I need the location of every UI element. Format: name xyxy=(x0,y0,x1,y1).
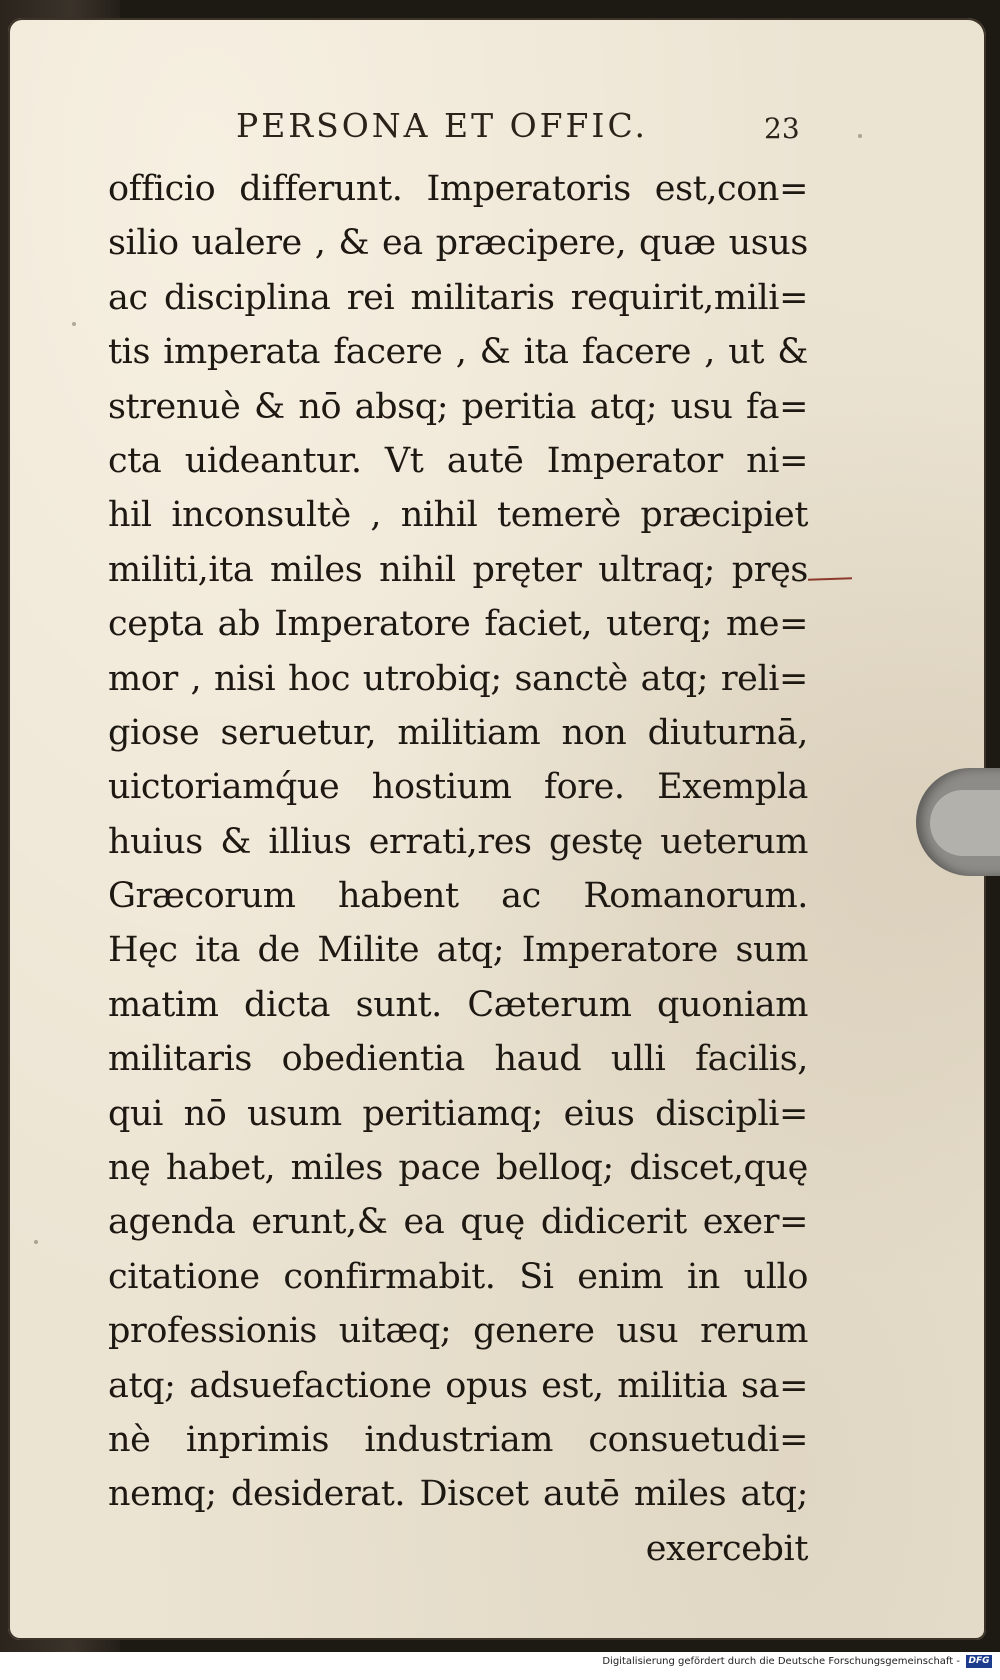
text-line: matim dicta sunt. Cæterum quoniam xyxy=(108,984,808,1025)
digitization-credit: Digitalisierung gefördert durch die Deutsche Forschungsgemeinschaft - xyxy=(602,1656,960,1667)
text-line: cepta ab Imperatore faciet, uterq; me= xyxy=(108,604,808,645)
text-line: Græcorum habent ac Romanorum. xyxy=(108,876,808,917)
paper-speck xyxy=(72,322,76,326)
text-line: silio ualere , & ea præcipere, quæ usus xyxy=(108,223,808,264)
running-head: PERSONA ET OFFIC. xyxy=(236,106,649,145)
text-line: nè inprimis industriam consuetudi= xyxy=(108,1419,808,1460)
text-line: uictoriamq́ue hostium fore. Exempla xyxy=(108,767,808,808)
body-text xyxy=(108,162,808,1576)
text-line: strenuè & nō absq; peritia atq; usu fa= xyxy=(108,386,808,427)
text-line: hil inconsultè , nihil temerè præcipiet xyxy=(108,495,808,536)
page-header xyxy=(116,106,800,154)
text-line: citatione confirmabit. Si enim in ullo xyxy=(108,1256,808,1297)
catchword: exercebit xyxy=(645,1528,808,1569)
text-line: militaris obedientia haud ulli facilis, xyxy=(108,1039,808,1080)
page-number: 23 xyxy=(764,112,800,145)
text-line: Hęc ita de Milite atq; Imperatore sum xyxy=(108,930,808,971)
text-line: nemq; desiderat. Discet autē miles atq; xyxy=(108,1474,808,1515)
text-line: nę habet, miles pace belloq; discet,quę xyxy=(108,1148,808,1189)
text-line: militi,ita miles nihil pręter ultraq; pręs xyxy=(108,549,808,590)
text-line: giose seruetur, militiam non diuturnā, xyxy=(108,712,808,753)
text-line: cta uideantur. Vt autē Imperator ni= xyxy=(108,440,808,481)
text-line: mor , nisi hoc utrobiq; sanctè atq; reli= xyxy=(108,658,808,699)
text-line: tis imperata facere , & ita facere , ut & xyxy=(108,332,808,373)
paper-speck xyxy=(34,1240,38,1244)
page-tab-notch-inner xyxy=(930,790,1000,856)
paper-speck xyxy=(858,134,862,138)
text-line: officio differunt. Imperatoris est,con= xyxy=(108,169,808,209)
text-line: ac disciplina rei militaris requirit,mili= xyxy=(108,277,808,318)
text-line: atq; adsuefactione opus est, militia sa= xyxy=(108,1365,808,1406)
text-line: huius & illius errati,res gestę ueterum xyxy=(108,821,808,862)
text-line: agenda erunt,& ea quę didicerit exer= xyxy=(108,1202,808,1243)
dfg-logo: DFG xyxy=(966,1655,992,1668)
text-line: qui nō usum peritiamq; eius discipli= xyxy=(108,1093,808,1134)
text-line: professionis uitæq; genere usu rerum xyxy=(108,1311,808,1352)
